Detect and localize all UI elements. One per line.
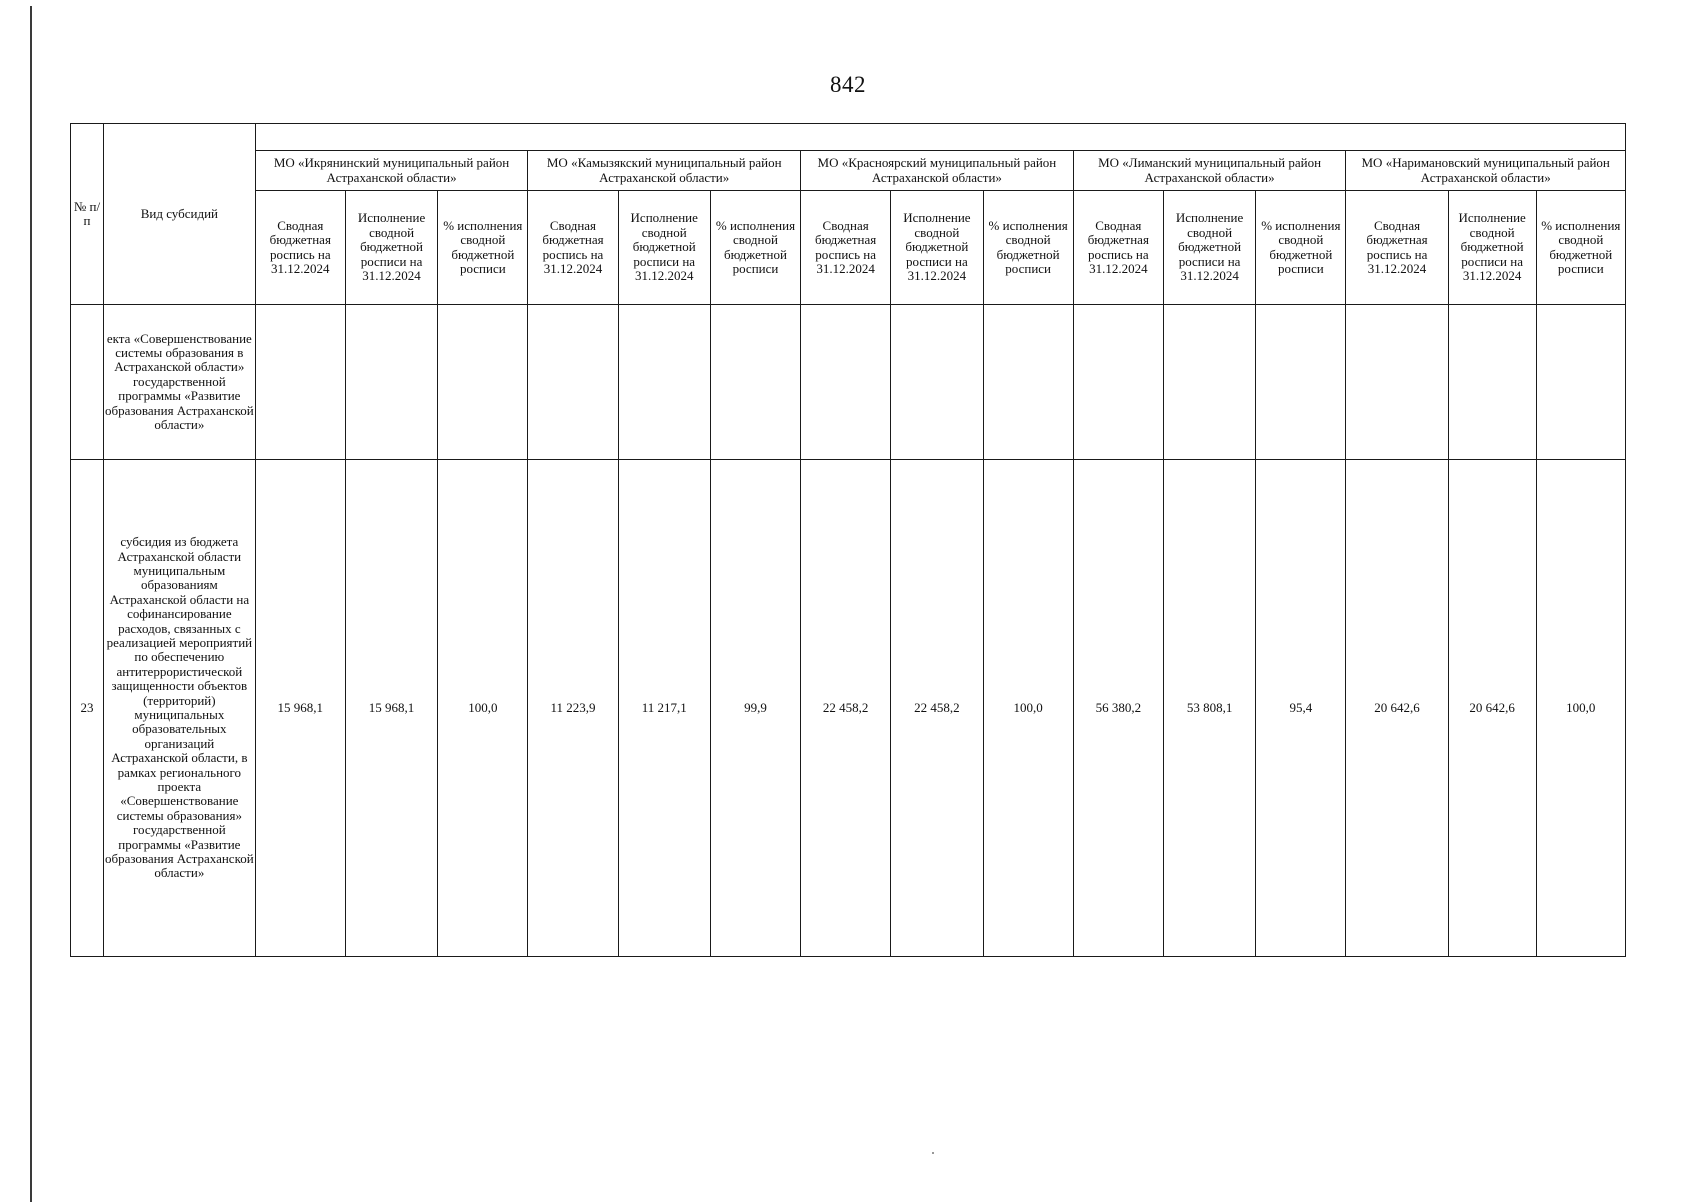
column-header: Исполнение сводной бюджетной росписи на 31.12.2024 [345,191,437,305]
value-cell: 20 642,6 [1448,460,1536,957]
value-cell [345,305,437,460]
header-num: № п/п [71,124,104,305]
header-municipality: МО «Красноярский муниципальный район Астраханской области» [801,151,1074,191]
value-cell [801,305,891,460]
value-cell [710,305,800,460]
value-cell: 15 968,1 [255,460,345,957]
header-blank-band [255,124,1625,151]
header-municipality: МО «Лиманский муниципальный район Астраханской области» [1073,151,1346,191]
column-header: Сводная бюджетная роспись на 31.12.2024 [1346,191,1448,305]
table-row [71,460,1626,957]
header-columns-row [71,191,1626,305]
table-row [71,305,1626,460]
column-header: Исполнение сводной бюджетной росписи на 31.12.2024 [891,191,983,305]
column-header: % исполнения сводной бюджетной росписи [1536,191,1625,305]
column-header: Исполнение сводной бюджетной росписи на 31.12.2024 [618,191,710,305]
value-cell: 11 223,9 [528,460,618,957]
column-header: % исполнения сводной бюджетной росписи [983,191,1073,305]
page-binding-line [30,6,32,1202]
value-cell [983,305,1073,460]
column-header: Сводная бюджетная роспись на 31.12.2024 [255,191,345,305]
column-header: % исполнения сводной бюджетной росписи [710,191,800,305]
value-cell: 100,0 [1536,460,1625,957]
row-number: 23 [71,460,104,957]
header-subsidy-type: Вид субсидий [103,124,255,305]
value-cell: 20 642,6 [1346,460,1448,957]
value-cell: 53 808,1 [1163,460,1255,957]
value-cell: 95,4 [1256,460,1346,957]
value-cell [1346,305,1448,460]
column-header: Исполнение сводной бюджетной росписи на 31.12.2024 [1163,191,1255,305]
value-cell: 22 458,2 [801,460,891,957]
column-header: Сводная бюджетная роспись на 31.12.2024 [801,191,891,305]
value-cell [1073,305,1163,460]
column-header: Исполнение сводной бюджетной росписи на 31.12.2024 [1448,191,1536,305]
value-cell: 11 217,1 [618,460,710,957]
scan-speck [932,1152,934,1154]
value-cell: 15 968,1 [345,460,437,957]
value-cell: 100,0 [983,460,1073,957]
column-header: % исполнения сводной бюджетной росписи [1256,191,1346,305]
value-cell [528,305,618,460]
subsidy-execution-table [70,123,1626,957]
page-number: 842 [830,72,866,97]
value-cell: 99,9 [710,460,800,957]
value-cell [1256,305,1346,460]
value-cell [438,305,528,460]
value-cell [1163,305,1255,460]
value-cell: 100,0 [438,460,528,957]
header-top-row [71,124,1626,151]
value-cell [891,305,983,460]
value-cell [618,305,710,460]
header-municipality-row [71,151,1626,191]
row-number [71,305,104,460]
value-cell [255,305,345,460]
subsidy-description: субсидия из бюджета Астраханской области муниципальным образованиям Астраханской области на софинансирование расходов, связанных с реализацией мероприятий по обеспечению антитеррористической защищенности объектов (территорий) муниципальных образовательных организаций Астраханской области, в рамках регионального проекта «Совершенствование системы образования» государственной программы «Развитие образования Астраханской области» [103,460,255,957]
value-cell [1536,305,1625,460]
column-header: % исполнения сводной бюджетной росписи [438,191,528,305]
value-cell [1448,305,1536,460]
header-municipality: МО «Икрянинский муниципальный район Астраханской области» [255,151,528,191]
column-header: Сводная бюджетная роспись на 31.12.2024 [1073,191,1163,305]
header-municipality: МО «Камызякский муниципальный район Астраханской области» [528,151,801,191]
value-cell: 22 458,2 [891,460,983,957]
value-cell: 56 380,2 [1073,460,1163,957]
header-municipality: МО «Наримановский муниципальный район Астраханской области» [1346,151,1626,191]
subsidy-description: екта «Совершенствование системы образования в Астраханской области» государственной программы «Развитие образования Астраханской области» [103,305,255,460]
column-header: Сводная бюджетная роспись на 31.12.2024 [528,191,618,305]
